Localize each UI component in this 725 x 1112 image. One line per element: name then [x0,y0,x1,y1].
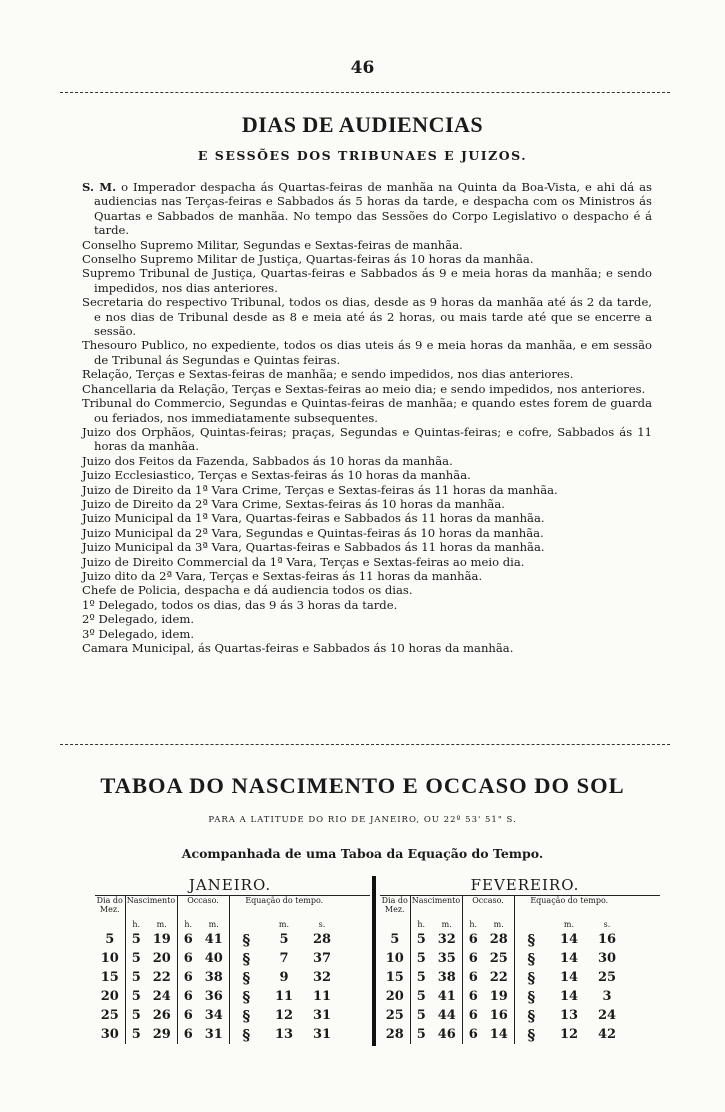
unit-cell: s. [603,919,611,929]
cell-day: 15 [385,970,404,985]
header-equation: Equação do tempo. [229,896,339,918]
cell-rise-hour: 5 [410,949,432,968]
top-divider [60,92,670,93]
unit-cell: h. [462,918,484,930]
unit-cell: m. [563,919,575,929]
table-unit-row [95,918,339,930]
cell-set-hour: 6 [462,1006,484,1025]
equation-symbol: § [229,949,263,968]
sun-table-title: TABOA DO NASCIMENTO E OCCASO DO SOL [100,773,625,798]
cell-day: 20 [385,989,404,1004]
unit-cell: m. [493,919,504,929]
audience-entry [82,396,652,425]
cell-equation-seconds: 3 [602,989,612,1004]
cell-set-hour: 6 [462,930,484,949]
audience-entry [82,425,652,454]
equation-symbol: § [229,1025,263,1044]
entry-text: Juizo Municipal da 1ª Vara, Quartas-feiras e Sabbados ás 11 horas da manhãa. [82,511,545,526]
cell-rise-hour: 5 [410,987,432,1006]
entry-text: Juizo dito da 2ª Vara, Terças e Sextas-feiras ás 11 horas da manhãa. [82,568,483,583]
cell-equation-minutes: 9 [279,970,289,985]
entry-text: Conselho Supremo Militar de Justiça, Quartas-feiras ás 10 horas da manhãa. [82,252,534,267]
equation-symbol: § [229,1006,263,1025]
month-name-january: JANEIRO. [188,876,272,894]
audience-entry [82,367,652,381]
audience-entry [82,526,652,540]
cell-equation-minutes: 14 [559,970,579,985]
equation-symbol: § [229,930,263,949]
cell-rise-minute: 22 [152,970,171,985]
entry-text: Thesouro Publico, no expediente, todos os dias uteis ás 9 e meia horas da manhãa, e em sessão de Tribunal ás Segundas e Quintas feiras. [82,338,652,367]
table-header-row [380,896,624,918]
audience-entry [82,180,652,238]
cell-set-minute: 41 [204,932,223,947]
cell-day: 20 [100,989,119,1004]
table-row [380,1006,624,1025]
cell-rise-minute: 35 [437,951,456,966]
audience-entry [82,627,652,641]
table-row [95,930,339,949]
cell-equation-seconds: 25 [597,970,617,985]
unit-cell [229,918,263,930]
cell-set-minute: 40 [204,951,223,966]
cell-rise-hour: 5 [125,949,147,968]
cell-set-minute: 34 [204,1008,223,1023]
cell-set-hour: 6 [177,930,199,949]
audience-entry [82,540,652,554]
equation-symbol: § [229,968,263,987]
equation-symbol: § [229,987,263,1006]
section-heading: DIAS DE AUDIENCIAS [241,112,484,137]
table-row [380,930,624,949]
entry-text: Secretaria do respectivo Tribunal, todos os dias, desde as 9 horas da manhãa até ás 2 da tarde, e nos dias de Tribunal desde as 8 e meia até ás 2 horas, ou mais tarde até que se encerre a sessão. [82,295,652,339]
cell-equation-minutes: 5 [279,932,289,947]
cell-equation-minutes: 12 [274,1008,294,1023]
table-row [95,949,339,968]
unit-cell [380,918,410,930]
entry-text: 1º Delegado, todos os dias, das 9 ás 3 horas da tarde. [82,597,398,612]
entry-text: Juizo de Direito da 1ª Vara Crime, Terças e Sextas-feiras ás 11 horas da manhãa. [82,482,558,497]
entry-lead: S. M. [82,180,117,194]
cell-rise-hour: 5 [410,1006,432,1025]
equation-symbol: § [514,968,548,987]
cell-rise-hour: 5 [125,987,147,1006]
cell-set-minute: 14 [489,1027,508,1042]
header-set: Occaso. [177,896,229,918]
cell-day: 5 [105,932,115,947]
unit-cell: m. [278,919,290,929]
cell-day: 10 [100,951,119,966]
unit-cell: h. [410,918,432,930]
table-unit-row [380,918,624,930]
cell-rise-hour: 5 [125,1006,147,1025]
audience-entry [82,338,652,367]
cell-set-hour: 6 [462,949,484,968]
audience-entry [82,483,652,497]
audience-entry [82,295,652,338]
cell-equation-seconds: 31 [312,1027,332,1042]
entry-text: Juizo dos Feitos da Fazenda, Sabbados ás 10 horas da manhãa. [82,453,453,468]
cell-rise-minute: 26 [152,1008,171,1023]
cell-rise-hour: 5 [125,930,147,949]
cell-equation-seconds: 37 [312,951,332,966]
entry-text: o Imperador despacha ás Quartas-feiras de manhãa na Quinta da Boa-Vista, e ahi dá as audiencias nas Terças-feiras e Sabbados ás 5 horas da tarde, e despacha com os Ministros ás Quartas e Sabbados de manhãa. No tempo das Sessões do Corpo Legislativo o despacho é á tarde. [94,180,652,238]
cell-equation-seconds: 11 [312,989,332,1004]
cell-equation-seconds: 16 [597,932,617,947]
cell-rise-minute: 19 [152,932,171,947]
section-subheading: E SESSÕES DOS TRIBUNAES E JUIZOS. [197,148,528,163]
cell-set-minute: 36 [204,989,223,1004]
cell-set-minute: 19 [489,989,508,1004]
unit-cell: m. [156,919,167,929]
audience-entry [82,598,652,612]
audience-entry [82,266,652,295]
cell-day: 5 [390,932,400,947]
latitude-note: PARA A LATITUDE DO RIO DE JANEIRO, OU 22º 53' 51" S. [208,815,517,825]
cell-set-minute: 16 [489,1008,508,1023]
cell-rise-minute: 20 [152,951,171,966]
cell-set-hour: 6 [462,968,484,987]
page-number: 46 [350,58,375,78]
cell-equation-seconds: 31 [312,1008,332,1023]
equation-symbol: § [514,1025,548,1044]
cell-set-hour: 6 [462,1025,484,1044]
unit-cell [514,918,548,930]
cell-equation-minutes: 13 [274,1027,294,1042]
audience-entry [82,511,652,525]
cell-set-hour: 6 [462,987,484,1006]
cell-equation-seconds: 30 [597,951,617,966]
cell-day: 15 [100,970,119,985]
audience-entry [82,497,652,511]
cell-set-hour: 6 [177,949,199,968]
audience-entry [82,555,652,569]
header-equation: Equação do tempo. [514,896,624,918]
header-day: Dia do Mez. [381,896,408,914]
sun-table-subtitle: Acompanhada de uma Taboa da Equação do Tempo. [181,846,544,861]
cell-equation-seconds: 28 [312,932,332,947]
sun-table-february [380,896,624,1044]
cell-day: 25 [100,1008,119,1023]
cell-set-hour: 6 [177,1025,199,1044]
table-row [95,1025,339,1044]
entry-text: Juizo Municipal da 3ª Vara, Quartas-feiras e Sabbados ás 11 horas da manhãa. [82,540,545,555]
audience-entry [82,583,652,597]
cell-equation-seconds: 24 [597,1008,617,1023]
header-set: Occaso. [462,896,514,918]
unit-cell: m. [208,919,219,929]
entry-text: Juizo dos Orphãos, Quintas-feiras; praças, Segundas e Quintas-feiras; e cofre, Sabbados ás 11 horas da manhãa. [82,424,652,454]
cell-equation-seconds: 42 [597,1027,617,1042]
cell-rise-hour: 5 [125,968,147,987]
cell-rise-minute: 46 [437,1027,456,1042]
cell-rise-minute: 32 [437,932,456,947]
table-row [95,1006,339,1025]
cell-equation-minutes: 14 [559,932,579,947]
entry-text: Juizo Municipal da 2ª Vara, Segundas e Quintas-feiras ás 10 horas da manhãa. [82,525,544,540]
unit-cell: h. [177,918,199,930]
audience-entry [82,612,652,626]
entry-text: Juizo de Direito da 2ª Vara Crime, Sextas-feiras ás 10 horas da manhãa. [82,496,505,511]
entry-text: Chancellaria da Relação, Terças e Sextas-feiras ao meio dia; e sendo impedidos, nos anteriores. [82,381,646,396]
cell-set-minute: 38 [204,970,223,985]
audience-entry [82,238,652,252]
header-rise: Nascimento [125,896,177,918]
audience-entry [82,468,652,482]
entry-text: 2º Delegado, idem. [82,612,195,627]
audience-entry [82,382,652,396]
cell-rise-minute: 24 [152,989,171,1004]
cell-set-minute: 28 [489,932,508,947]
header-rise: Nascimento [410,896,462,918]
entry-text: Relação, Terças e Sextas-feiras de manhãa; e sendo impedidos, nos dias anteriores. [82,367,574,382]
cell-set-minute: 31 [204,1027,223,1042]
entry-text: Juizo Ecclesiastico, Terças e Sextas-feiras ás 10 horas da manhãa. [82,468,471,483]
cell-rise-hour: 5 [410,1025,432,1044]
equation-symbol: § [514,1006,548,1025]
unit-cell: s. [318,919,326,929]
table-row [380,987,624,1006]
cell-rise-hour: 5 [125,1025,147,1044]
table-separator [372,876,376,1046]
cell-equation-minutes: 7 [279,951,289,966]
cell-equation-seconds: 32 [312,970,332,985]
cell-day: 10 [385,951,404,966]
month-name-february: FEVEREIRO. [470,876,580,894]
table-row [95,987,339,1006]
entry-text: Tribunal do Commercio, Segundas e Quintas-feiras de manhãa; e quando estes forem de guarda ou feriados, nos immediatamente subsequentes. [82,396,652,425]
unit-cell: h. [125,918,147,930]
cell-set-hour: 6 [177,1006,199,1025]
cell-set-hour: 6 [177,987,199,1006]
cell-equation-minutes: 12 [559,1027,579,1042]
cell-day: 30 [100,1027,119,1042]
table-row [380,968,624,987]
audience-entry [82,641,652,655]
cell-equation-minutes: 14 [559,951,579,966]
middle-divider [60,744,670,745]
entry-text: Juizo de Direito Commercial da 1ª Vara, Terças e Sextas-feiras ao meio dia. [82,554,525,569]
cell-equation-minutes: 14 [559,989,579,1004]
cell-set-minute: 22 [489,970,508,985]
cell-rise-hour: 5 [410,930,432,949]
audience-list [82,180,652,655]
cell-set-hour: 6 [177,968,199,987]
entry-text: Supremo Tribunal de Justiça, Quartas-feiras e Sabbados ás 9 e meia horas da manhãa; e sendo impedidos, nos dias anteriores. [82,266,652,295]
entry-text: Chefe de Policia, despacha e dá audiencia todos os dias. [82,583,413,598]
table-row [380,949,624,968]
entry-text: Conselho Supremo Militar, Segundas e Sextas-feiras de manhãa. [82,237,463,252]
table-row [380,1025,624,1044]
cell-rise-minute: 29 [152,1027,171,1042]
equation-symbol: § [514,949,548,968]
audience-entry [82,569,652,583]
unit-cell [95,918,125,930]
sun-table-january [95,896,339,1044]
cell-equation-minutes: 11 [274,989,294,1004]
cell-day: 25 [385,1008,404,1023]
cell-rise-minute: 41 [437,989,456,1004]
cell-set-minute: 25 [489,951,508,966]
unit-cell: m. [441,919,452,929]
equation-symbol: § [514,930,548,949]
table-row [95,968,339,987]
cell-day: 28 [385,1027,404,1042]
table-header-row [95,896,339,918]
equation-symbol: § [514,987,548,1006]
cell-rise-minute: 44 [437,1008,456,1023]
entry-text: Camara Municipal, ás Quartas-feiras e Sabbados ás 10 horas da manhãa. [82,641,514,655]
cell-equation-minutes: 13 [559,1008,579,1023]
header-day: Dia do Mez. [96,896,123,914]
audience-entry [82,454,652,468]
audience-entry [82,252,652,266]
cell-rise-hour: 5 [410,968,432,987]
cell-rise-minute: 38 [437,970,456,985]
entry-text: 3º Delegado, idem. [82,626,195,641]
